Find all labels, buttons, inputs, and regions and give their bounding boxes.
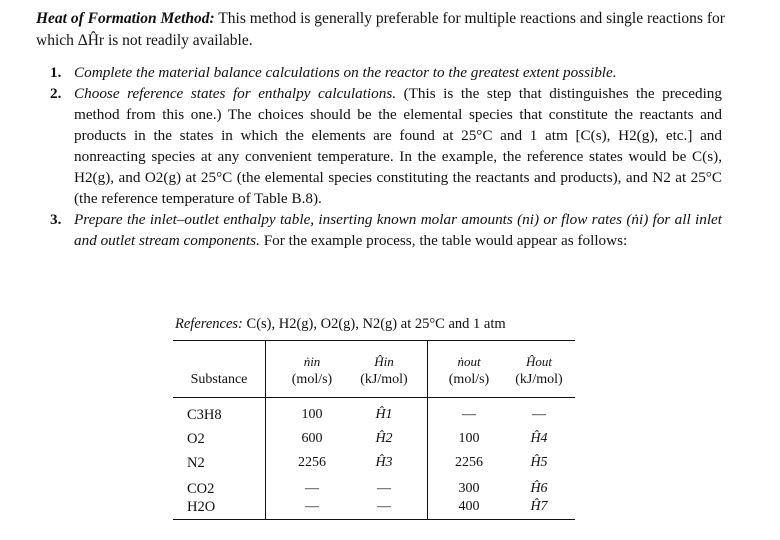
step-title: Complete the material balance calculations on the reactor to the greatest extent possible. — [74, 64, 617, 81]
table-row-substance: O2 — [187, 431, 205, 447]
step-number: 1. — [50, 64, 62, 81]
intro-text: This method is generally preferable for multiple reactions and single reactions for which ΔĤr is not readily available. — [36, 10, 725, 49]
h-in-header: Ĥin (kJ/mol) — [360, 354, 408, 387]
step-number: 3. — [50, 211, 62, 228]
references-label: References: — [175, 316, 243, 332]
step-title: Prepare the inlet–outlet enthalpy table, inserting known molar amounts (ni) or flow rates (ṅi) for all inlet and outlet stream components. — [74, 211, 722, 249]
step-2 — [50, 83, 722, 209]
substance-header: Substance — [190, 372, 248, 387]
table-cell: Ĥ3 — [375, 455, 393, 470]
step-body: For the example process, the table would appear as follows: — [259, 232, 628, 249]
table-cell: 600 — [301, 431, 323, 446]
table-cell: — — [462, 407, 476, 422]
table-cell: 2256 — [455, 455, 483, 470]
references-text: C(s), H2(g), O2(g), N2(g) at 25°C and 1 atm — [246, 316, 506, 332]
enthalpy-table — [173, 340, 575, 520]
table-row-substance: CO2 — [187, 481, 215, 497]
method-heading: Heat of Formation Method: — [36, 10, 215, 27]
table-cell: Ĥ4 — [530, 431, 548, 446]
references-line — [175, 316, 506, 333]
intro-paragraph — [36, 8, 736, 52]
n-out-header: ṅout (mol/s) — [448, 354, 490, 387]
step-number: 2. — [50, 85, 62, 102]
table-cell: Ĥ2 — [375, 431, 393, 446]
column-divider — [427, 341, 428, 519]
steps-list — [50, 62, 722, 251]
table-cell: 2256 — [298, 455, 326, 470]
table-cell: Ĥ6 — [530, 481, 548, 496]
table-cell: — — [305, 481, 319, 496]
table-row-substance: N2 — [187, 455, 205, 471]
table-row-substance: H2O — [187, 499, 216, 515]
table-cell: Ĥ7 — [530, 499, 548, 514]
header-divider — [173, 397, 575, 398]
table-cell: — — [377, 499, 391, 514]
column-divider — [265, 341, 266, 519]
table-cell: 400 — [458, 499, 480, 514]
n-in-header: ṅin (mol/s) — [291, 354, 333, 387]
table-row-substance: C3H8 — [187, 407, 222, 423]
step-1 — [50, 62, 722, 83]
table-cell: Ĥ1 — [375, 407, 393, 422]
table-cell: Ĥ5 — [530, 455, 548, 470]
step-3 — [50, 209, 722, 251]
table-cell: 300 — [458, 481, 480, 496]
h-out-header: Ĥout (kJ/mol) — [515, 354, 563, 387]
table-cell: — — [532, 407, 546, 422]
step-title: Choose reference states for enthalpy calculations. — [74, 85, 397, 102]
table-cell: 100 — [301, 407, 323, 422]
step-body: (This is the step that distinguishes the preceding method from this one.) The choices should be the elemental species that constitute the reactants and products in the states in which the elements are found at 25°C and 1 atm [C(s), H2(g), etc.] and nonreacting species at any convenient temperature. In the example, the reference states would be C(s), H2(g), and O2(g) at 25°C (the elemental species constituting the reactants and products), and N2 at 25°C (the reference temperature of Table B.8). — [74, 85, 722, 207]
table-cell: 100 — [458, 431, 480, 446]
table-cell: — — [377, 481, 391, 496]
table-cell: — — [305, 499, 319, 514]
